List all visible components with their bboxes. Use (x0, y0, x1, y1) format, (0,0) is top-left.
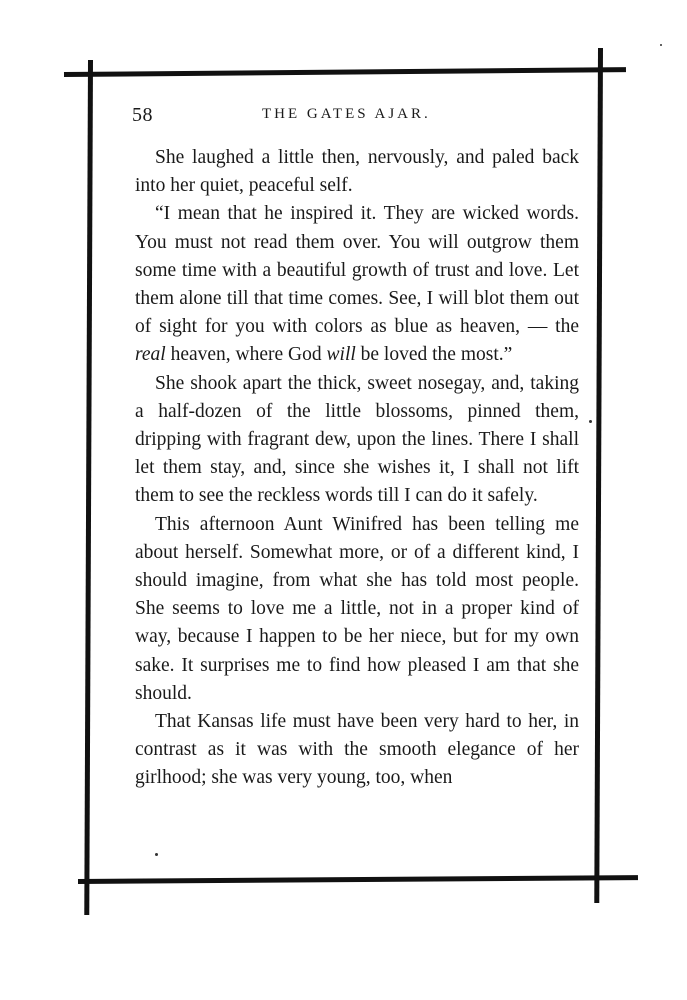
italic-word: real (135, 344, 166, 366)
paragraph (135, 708, 579, 793)
text-span: She laughed a little then, nervously, and paled back into her quiet, peaceful self. (135, 147, 579, 197)
paragraph (135, 200, 579, 369)
paragraph (135, 370, 579, 511)
text-span: heaven, where God (165, 344, 327, 366)
paragraph (135, 511, 579, 708)
top-border-rule (64, 67, 626, 77)
body-text (135, 144, 579, 793)
bottom-border-rule (78, 875, 638, 884)
text-span: This afternoon Aunt Winifred has been telling me about herself. Somewhat more, or of a different kind, I should imagine, from what she has told most people. She seems to love me a little, not in a proper kind of way, because I happen to be her niece, but for my own sake. It surprises me to find how pleased I am that she should. (135, 513, 579, 704)
text-span: be loved the most.” (355, 344, 513, 366)
ink-speck (660, 44, 662, 46)
ink-speck (155, 853, 158, 856)
running-title: THE GATES AJAR. (262, 106, 431, 122)
paragraph (135, 144, 579, 200)
right-border-rule (594, 48, 603, 903)
text-span: That Kansas life must have been very hard to her, in contrast as it was with the smooth elegance of her girlhood; she was very young, too, when (135, 711, 579, 789)
text-span: She shook apart the thick, sweet nosegay, and, taking a half-dozen of the little blossoms, pinned them, dripping with fragrant dew, upon the lines. There I shall let them stay, and, since she wishes it, I shall not lift them to see the reckless words till I can do it safely. (135, 372, 579, 507)
italic-word: will (326, 344, 356, 366)
left-border-rule (84, 60, 93, 915)
ink-speck (589, 420, 592, 423)
page-number: 58 (132, 104, 153, 126)
text-span: “I mean that he inspired it. They are wicked words. You must not read them over. You will outgrow them some time with a beautiful growth of trust and love. Let them alone till that time comes. See, I will blot them out of sight for you with colors as blue as heaven, — the (135, 203, 579, 338)
